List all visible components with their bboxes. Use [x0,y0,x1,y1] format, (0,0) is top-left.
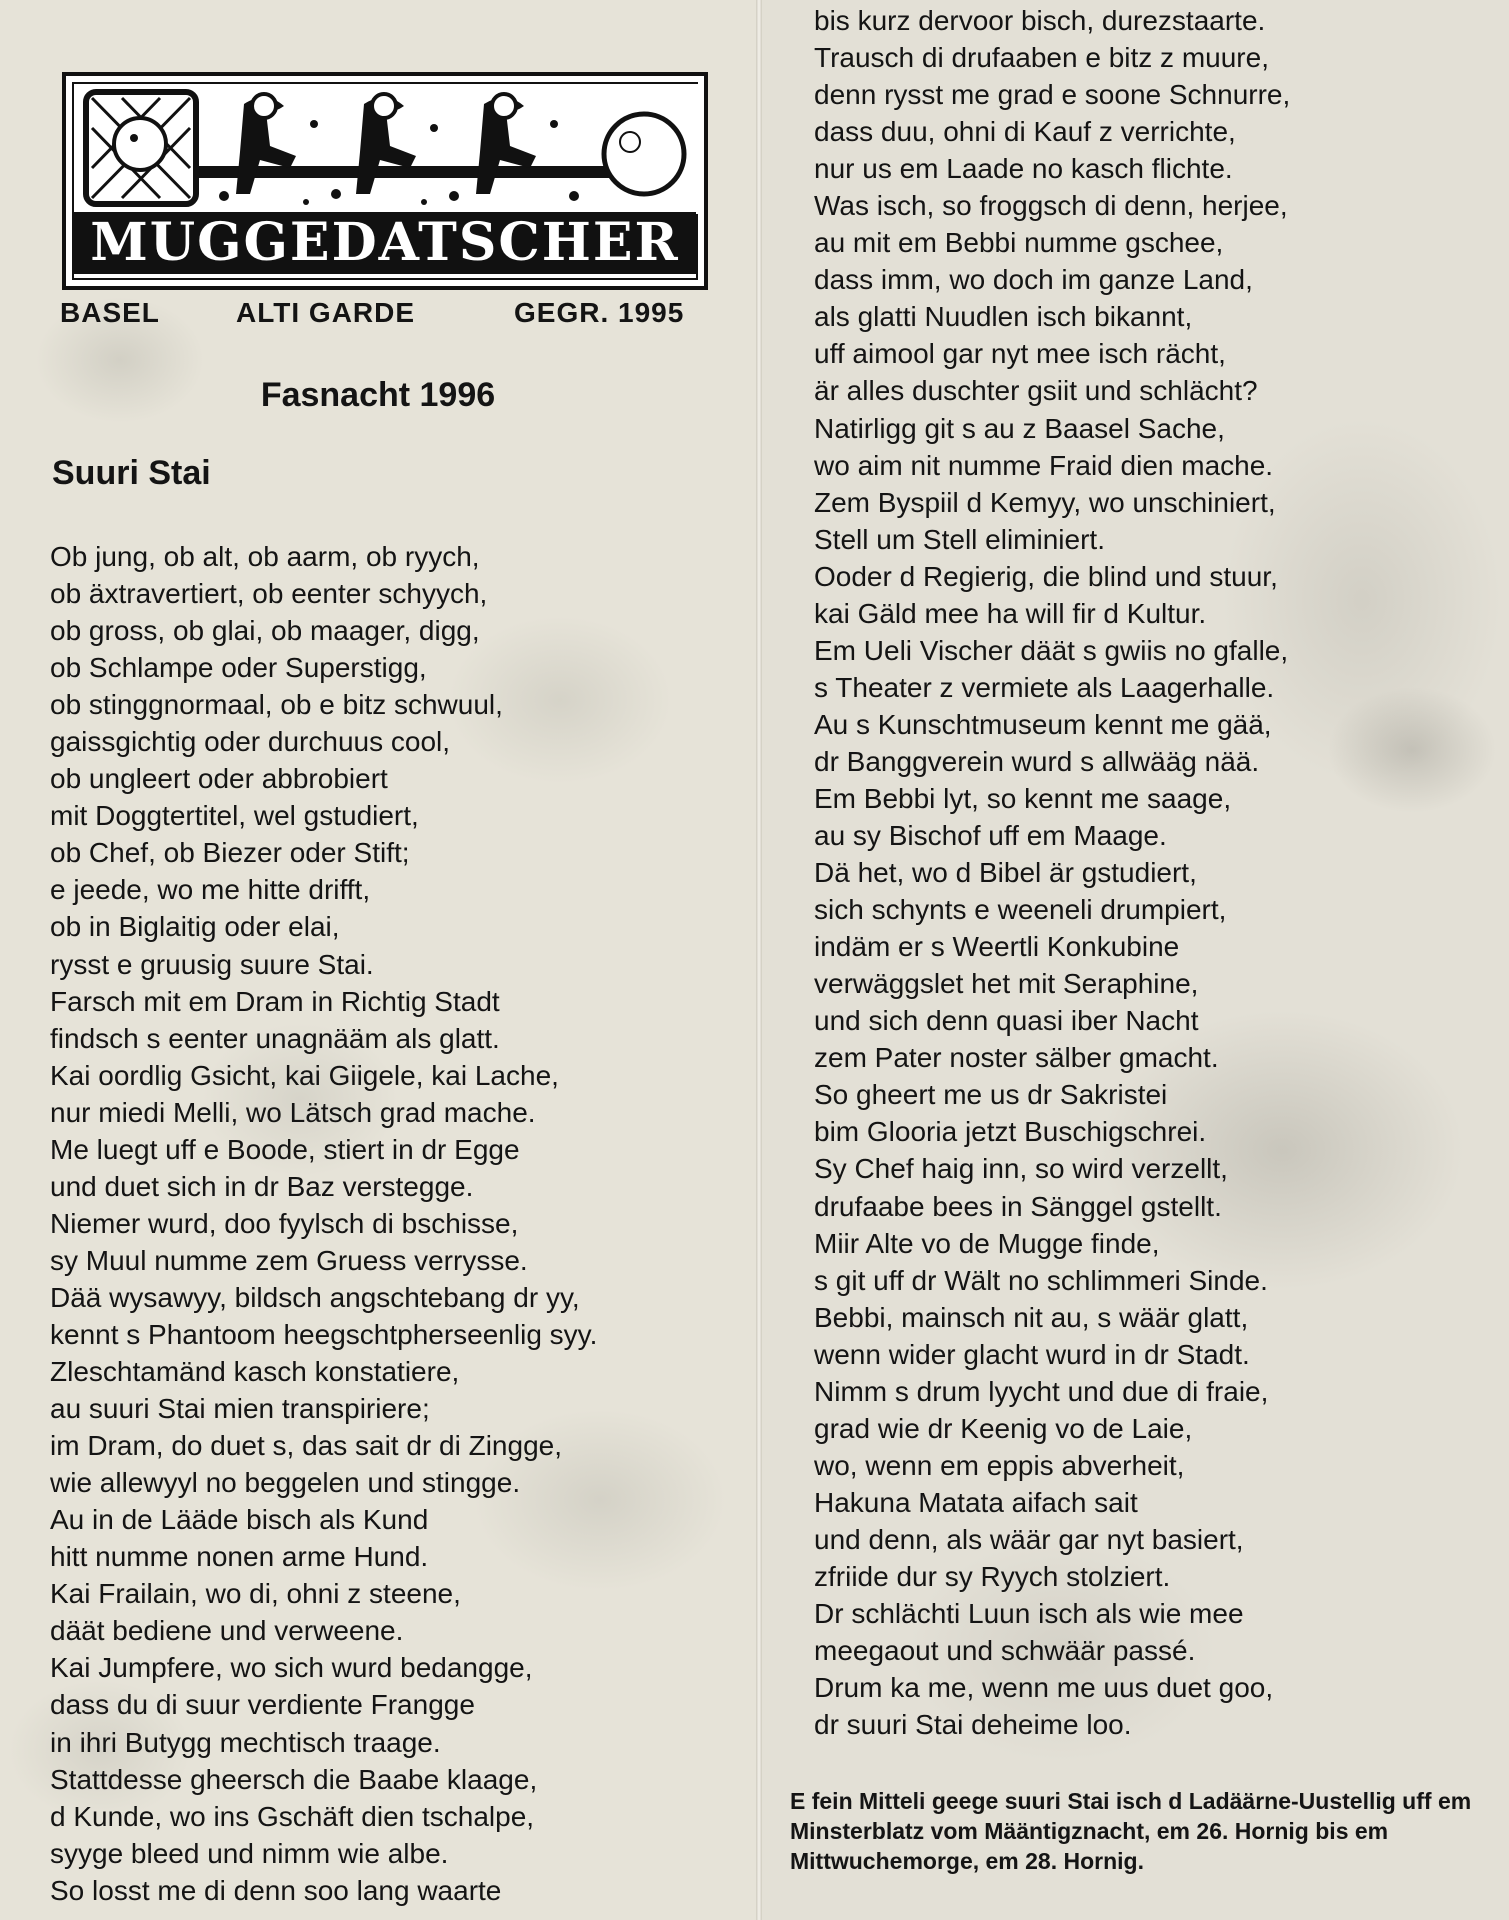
verse-line: Zleschtamänd kasch konstatiere, [50,1356,460,1388]
verse-line: au sy Bischof uff em Maage. [814,820,1167,852]
event-title: Fasnacht 1996 [260,376,496,414]
verse-line: dr Banggverein wurd s allwääg nää. [814,745,1260,777]
verse-line: Dää wysawyy, bildsch angschtebang dr yy, [50,1281,580,1313]
verse-line: meegaout und schwäär passé. [814,1635,1196,1667]
verse-line: ob in Biglaitig oder elai, [50,911,340,943]
verse-line: s git uff dr Wält no schlimmeri Sinde. [814,1264,1268,1296]
verse-line: sich schynts e weeneli drumpiert, [814,894,1227,926]
verse-line: Au in de Lääde bisch als Kund [50,1504,429,1536]
clique-logo [62,72,708,290]
verse-line: zfriide dur sy Ryych stolziert. [814,1560,1171,1592]
verse-line: Zem Byspiil d Kemyy, wo unschiniert, [814,486,1276,518]
logo-city: BASEL [60,297,160,328]
verse-line: Dr schlächti Luun isch als wie mee [814,1598,1244,1630]
verse-line: Nimm s drum lyycht und due di fraie, [814,1375,1269,1407]
verse-line: e jeede, wo me hitte drifft, [50,874,371,906]
logo-founded: GEGR. 1995 [514,297,685,328]
logo-group: ALTI GARDE [236,297,416,328]
verse-line: Me luegt uff e Boode, stiert in dr Egge [50,1133,520,1165]
verse-line: d Kunde, wo ins Gschäft dien tschalpe, [50,1800,535,1832]
verse-line: Hakuna Matata aifach sait [814,1486,1138,1518]
verse-line: indäm er s Weertli Konkubine [814,931,1180,963]
verse-line: findsch s eenter unagnääm als glatt. [50,1022,500,1054]
verse-line: syyge bleed und nimm wie albe. [50,1837,449,1869]
verse-line: Ob jung, ob alt, ob aarm, ob ryych, [50,541,480,572]
verse-line: au mit em Bebbi numme gschee, [814,227,1224,259]
verse-line: ob stinggnormaal, ob e bitz schwuul, [50,689,503,721]
logo-illustration [74,84,700,214]
verse-line: nur us em Laade no kasch flichte. [814,153,1233,185]
verse-line: Em Ueli Vischer däät s gwiis no gfalle, [814,634,1289,666]
verse-line: Kai Jumpfere, wo sich wurd bedangge, [50,1652,533,1684]
verse-line: dass du di suur verdiente Frangge [50,1689,475,1721]
verse-line: So gheert me us dr Sakristei [814,1079,1168,1111]
verse-line: är alles duschter gsiit und schlächt? [814,375,1258,407]
verse-line: mit Doggtertitel, wel gstudiert, [50,800,419,832]
verse-line: wenn wider glacht wurd in dr Stadt. [814,1338,1250,1370]
verse-line: Bebbi, mainsch nit au, s wäär glatt, [814,1301,1249,1333]
verse-line: Dä het, wo d Bibel är gstudiert, [814,857,1197,889]
verse-line: hitt numme nonen arme Hund. [50,1541,429,1573]
verse-line: Kai oordlig Gsicht, kai Giigele, kai Lache, [50,1059,559,1091]
verse-line: Was isch, so froggsch di denn, herjee, [814,190,1288,222]
verse-line: Stell um Stell eliminiert. [814,523,1105,555]
verse-line: Ooder d Regierig, die blind und stuur, [814,560,1278,592]
verse-line: und denn, als wäär gar nyt basiert, [814,1523,1244,1555]
verse-line: bim Glooria jetzt Buschigschrei. [814,1116,1207,1148]
logo-frame [72,82,698,280]
verse-line: uff aimool gar nyt mee isch rächt, [814,338,1226,370]
closing-note: E fein Mitteli geege suuri Stai isch d Ladäärne-Uustellig uff em Minsterblatz vom Määntigznacht, em 26. Hornig bis em Mittwuchemorge, em 28. Hornig. [790,1788,1472,1874]
verse-line: au suuri Stai mien transpiriere; [50,1393,430,1425]
verse-line: Stattdesse gheersch die Baabe klaage, [50,1763,538,1795]
verse-line: drufaabe bees in Sänggel gstellt. [814,1190,1222,1222]
verse-line: Au s Kunschtmuseum kennt me gää, [814,708,1272,740]
verse-line: ob gross, ob glai, ob maager, digg, [50,615,480,647]
verse-line: in ihri Butygg mechtisch traage. [50,1726,441,1758]
verse-line: ob Chef, ob Biezer oder Stift; [50,837,410,869]
verse-line: Farsch mit em Dram in Richtig Stadt [50,985,500,1017]
verse-line: wie allewyyl no beggelen und stingge. [50,1467,521,1499]
verse-line: Trausch di drufaaben e bitz z muure, [814,42,1269,74]
verse-line: nur miedi Melli, wo Lätsch grad mache. [50,1096,536,1128]
verse-line: ob Schlampe oder Superstigg, [50,652,427,684]
verse-line: bis kurz dervoor bisch, durezstaarte. [814,5,1266,36]
verse-line: wo, wenn em eppis abverheit, [814,1449,1185,1481]
verse-right-column [814,2,1290,1743]
verse-line: däät bediene und verweene. [50,1615,404,1647]
verse-line: Miir Alte vo de Mugge finde, [814,1227,1160,1259]
verse-line: ob äxtravertiert, ob eenter schyych, [50,578,488,610]
verse-line: Natirligg git s au z Baasel Sache, [814,412,1225,444]
poem-title: Suuri Stai [52,454,211,492]
logo-wordmark: MUGGEDATSCHER [74,212,696,274]
verse-line: wo aim nit numme Fraid dien mache. [814,449,1274,481]
verse-line: Sy Chef haig inn, so wird verzellt, [814,1153,1228,1185]
verse-line: verwäggslet het mit Seraphine, [814,968,1199,1000]
verse-line: denn rysst me grad e soone Schnurre, [814,79,1291,111]
verse-line: dass imm, wo doch im ganze Land, [814,264,1253,296]
verse-line: als glatti Nuudlen isch bikannt, [814,301,1193,333]
verse-line: und duet sich in dr Baz verstegge. [50,1170,474,1202]
verse-line: kennt s Phantoom heegschtpherseenlig syy. [50,1318,598,1350]
verse-line: im Dram, do duet s, das sait dr di Zingge, [50,1430,562,1462]
verse-line: zem Pater noster sälber gmacht. [814,1042,1219,1074]
verse-line: Niemer wurd, doo fyylsch di bschisse, [50,1207,519,1239]
verse-line: Em Bebbi lyt, so kennt me saage, [814,782,1232,814]
verse-line: So losst me di denn soo lang waarte [50,1874,502,1906]
verse-line: kai Gäld mee ha will fir d Kultur. [814,597,1207,629]
verse-line: dr suuri Stai deheime loo. [814,1709,1132,1741]
verse-line: Drum ka me, wenn me uus duet goo, [814,1672,1274,1704]
verse-line: dass duu, ohni di Kauf z verrichte, [814,116,1236,148]
verse-line: grad wie dr Keenig vo de Laie, [814,1412,1193,1444]
verse-line: rysst e gruusig suure Stai. [50,948,374,980]
verse-line: Kai Frailain, wo di, ohni z steene, [50,1578,461,1610]
verse-line: und sich denn quasi iber Nacht [814,1005,1199,1037]
verse-line: sy Muul numme zem Gruess verrysse. [50,1244,528,1276]
verse-line: gaissgichtig oder durchuus cool, [50,726,451,758]
verse-left-column [50,538,597,1909]
verse-line: s Theater z vermiete als Laagerhalle. [814,671,1275,703]
verse-line: ob ungleert oder abbrobiert [50,763,388,795]
